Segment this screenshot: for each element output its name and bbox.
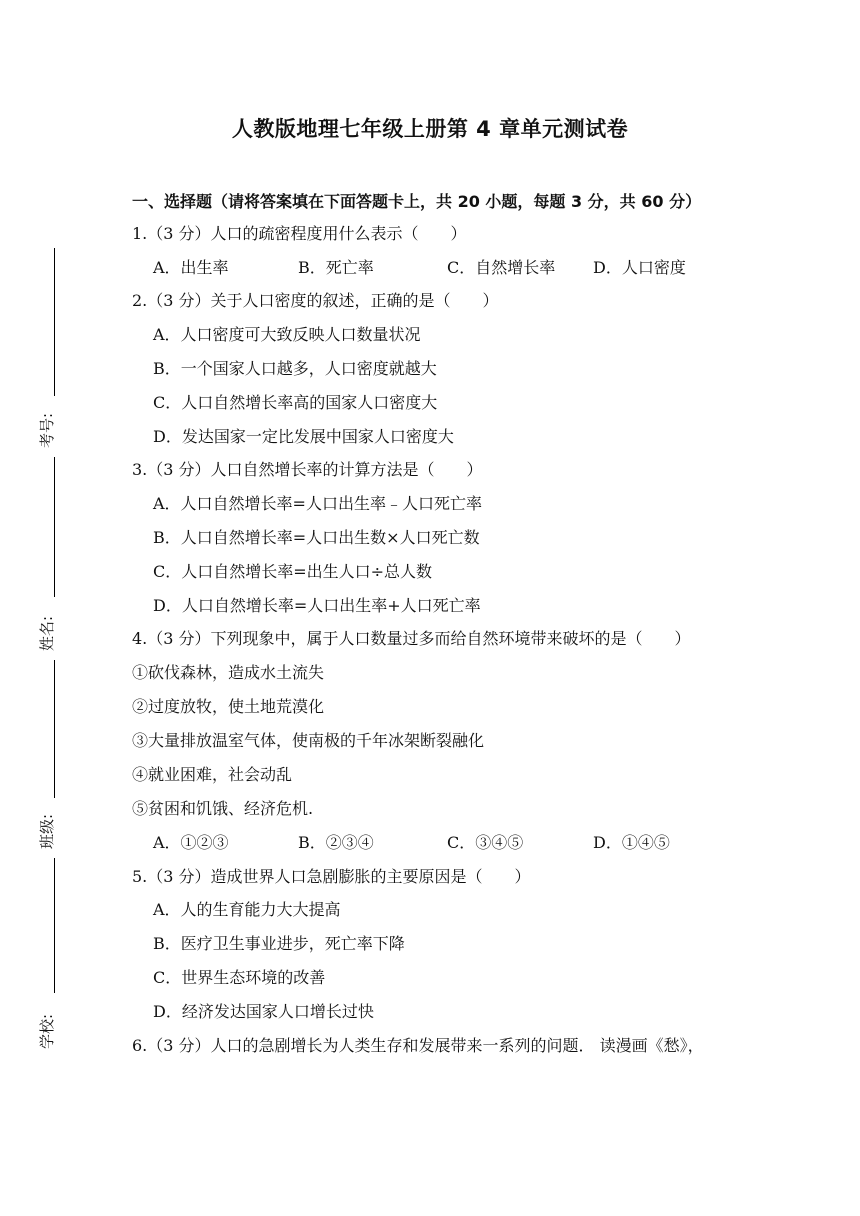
q5-option-c: C．世界生态环境的改善 (153, 968, 326, 987)
q5-option-a: A．人的生育能力大大提高 (153, 900, 341, 919)
question-3: 3.（3 分）人口自然增长率的计算方法是（ ） (132, 460, 483, 479)
q2-option-b: B．一个国家人口越多，人口密度就越大 (153, 359, 437, 378)
q1-option-c: C．自然增长率 (447, 258, 556, 277)
question-5: 5.（3 分）造成世界人口急剧膨胀的主要原因是（ ） (132, 867, 531, 886)
q2-option-c: C．人口自然增长率高的国家人口密度大 (153, 393, 438, 412)
q4-option-b: B．②③④ (298, 833, 374, 852)
question-1: 1.（3 分）人口的疏密程度用什么表示（ ） (132, 224, 467, 243)
page-title: 人教版地理七年级上册第 4 章单元测试卷 (231, 117, 629, 141)
binding-line (54, 248, 55, 396)
q1-option-a: A．出生率 (153, 258, 229, 277)
q4-statement-5: ⑤贫困和饥饿、经济危机. (132, 799, 314, 818)
q3-option-b: B．人口自然增长率=人口出生数×人口死亡数 (153, 528, 480, 547)
q5-option-d: D．经济发达国家人口增长过快 (153, 1002, 374, 1021)
q3-option-d: D．人口自然增长率=人口出生率+人口死亡率 (153, 596, 481, 615)
q4-option-d: D．①④⑤ (593, 833, 670, 852)
school-label: 学校: (38, 1013, 56, 1049)
question-4: 4.（3 分）下列现象中，属于人口数量过多而给自然环境带来破坏的是（ ） (132, 629, 691, 648)
section-heading: 一、选择题（请将答案填在下面答题卡上，共 20 小题，每题 3 分，共 60 分） (132, 192, 702, 211)
question-2: 2.（3 分）关于人口密度的叙述，正确的是（ ） (132, 291, 499, 310)
q4-option-c: C．③④⑤ (447, 833, 524, 852)
q1-option-d: D．人口密度 (593, 258, 686, 277)
q2-option-d: D．发达国家一定比发展中国家人口密度大 (153, 427, 454, 446)
binding-line (54, 660, 55, 798)
binding-line (54, 457, 55, 597)
q2-option-a: A．人口密度可大致反映人口数量状况 (153, 325, 421, 344)
class-label: 班级: (38, 813, 56, 849)
question-6: 6.（3 分）人口的急剧增长为人类生存和发展带来一系列的问题． 读漫画《愁》， (132, 1036, 704, 1055)
q4-statement-4: ④就业困难，社会动乱 (132, 765, 293, 784)
q4-statement-2: ②过度放牧，使土地荒漠化 (132, 697, 325, 716)
binding-line (54, 858, 55, 993)
q4-option-a: A．①②③ (153, 833, 229, 852)
exam-number-label: 考号: (38, 412, 56, 448)
q1-option-b: B．死亡率 (298, 258, 374, 277)
q3-option-c: C．人口自然增长率=出生人口÷总人数 (153, 562, 433, 581)
q5-option-b: B．医疗卫生事业进步，死亡率下降 (153, 934, 405, 953)
q3-option-a: A．人口自然增长率=人口出生率﹣人口死亡率 (153, 494, 482, 513)
q4-statement-3: ③大量排放温室气体，使南极的千年冰架断裂融化 (132, 731, 485, 750)
q4-statement-1: ①砍伐森林，造成水土流失 (132, 663, 325, 682)
name-label: 姓名: (38, 615, 56, 651)
